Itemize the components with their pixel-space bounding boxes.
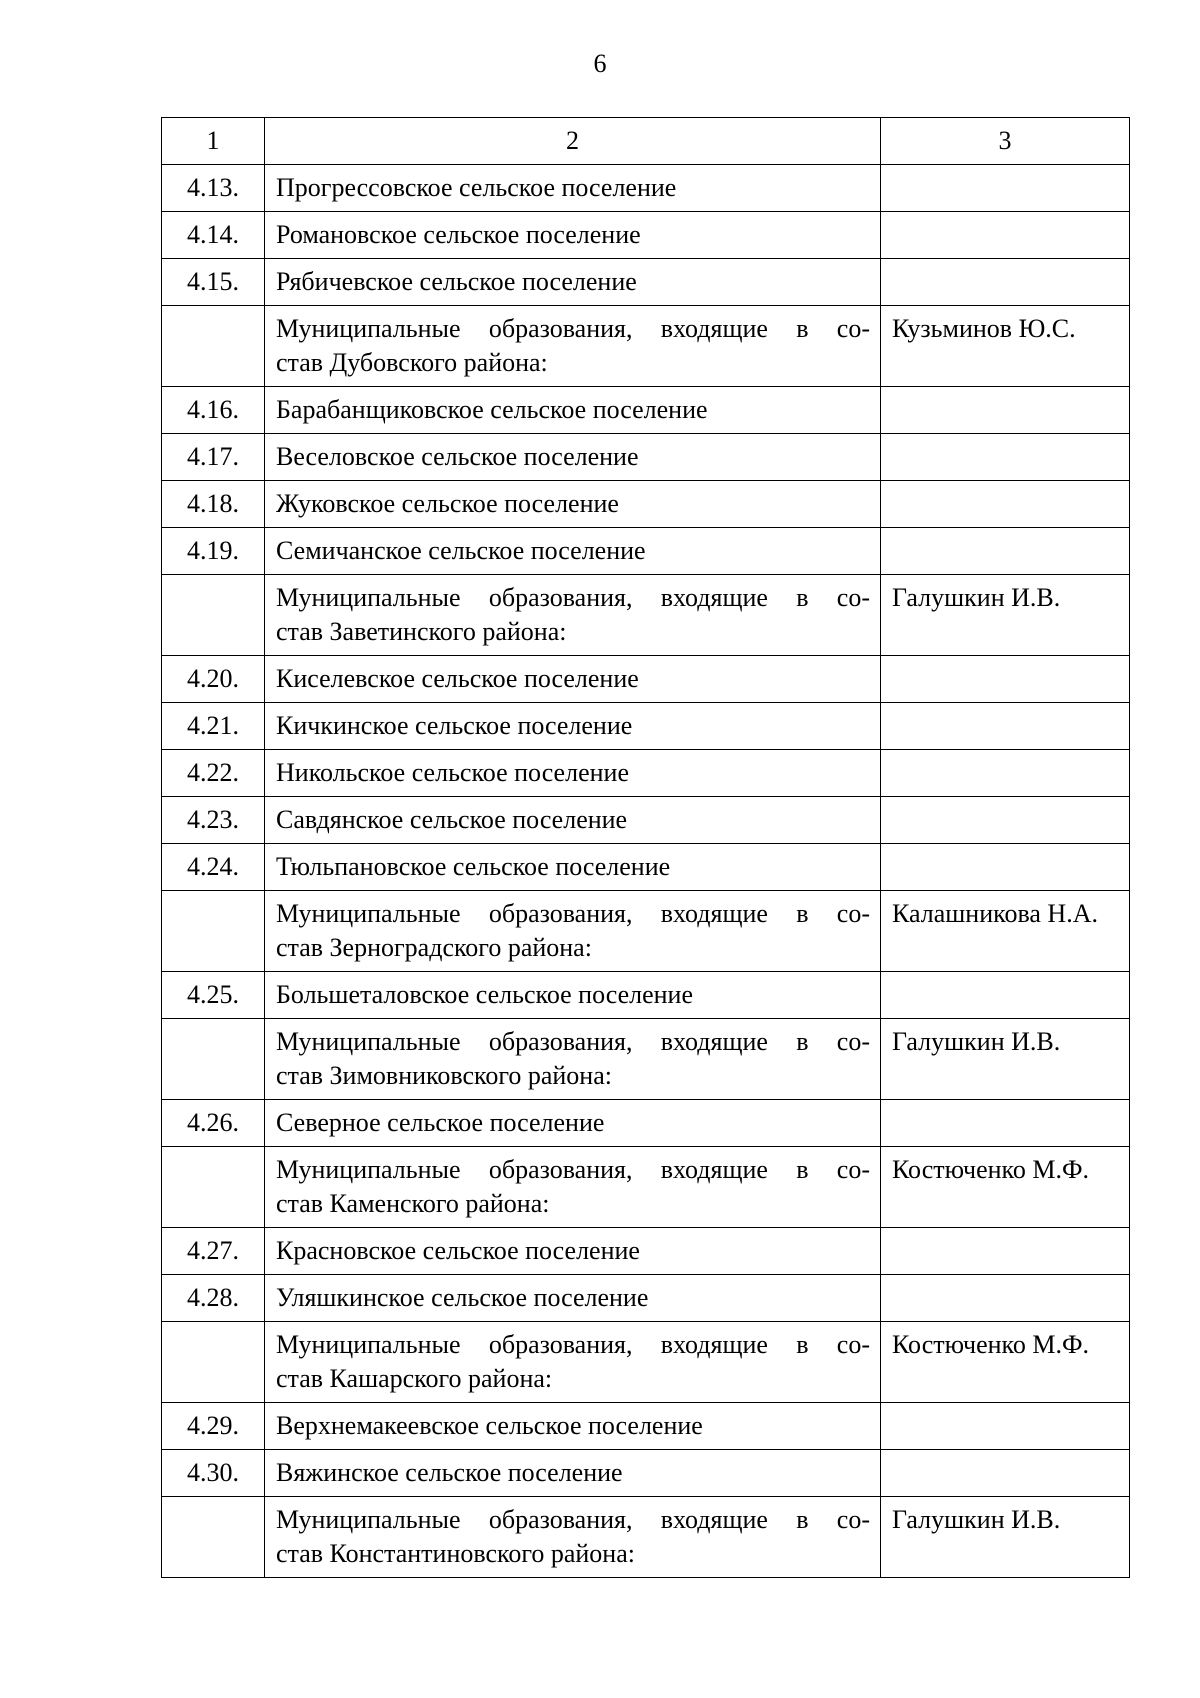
header-cell-col2 <box>265 118 881 165</box>
row-number: 4.21. <box>187 711 239 740</box>
row-number-cell <box>162 165 265 212</box>
settlement-row <box>162 481 1130 528</box>
responsible-person <box>892 165 1125 171</box>
row-number: 4.27. <box>187 1236 239 1265</box>
responsible-person <box>892 1100 1125 1106</box>
responsible-cell <box>881 575 1130 656</box>
table-header-row <box>162 118 1130 165</box>
row-number: 4.26. <box>187 1108 239 1137</box>
name-text <box>276 575 870 649</box>
name-cell <box>265 306 881 387</box>
name-cell <box>265 1403 881 1450</box>
responsible-cell <box>881 1147 1130 1228</box>
settlement-row <box>162 434 1130 481</box>
row-number-cell <box>162 306 265 387</box>
table-body <box>162 118 1130 1578</box>
responsible-cell <box>881 703 1130 750</box>
responsible-cell <box>881 1019 1130 1100</box>
row-number: 4.28. <box>187 1283 239 1312</box>
name-cell <box>265 1019 881 1100</box>
name-text: Савдянское сельское поселение <box>276 805 628 834</box>
name-line-2: став Кашарского района: <box>276 1364 553 1393</box>
responsible-person <box>892 481 1125 487</box>
row-number-cell <box>162 1100 265 1147</box>
responsible-person <box>892 703 1125 709</box>
responsible-person: Костюченко М.Ф. <box>892 1155 1090 1184</box>
row-number-cell <box>162 1322 265 1403</box>
settlement-row <box>162 1450 1130 1497</box>
name-text: Жуковское сельское поселение <box>276 489 619 518</box>
district-group-row <box>162 1497 1130 1578</box>
row-number: 4.25. <box>187 980 239 1009</box>
district-group-row <box>162 1322 1130 1403</box>
name-text: Прогрессовское сельское поселение <box>276 173 677 202</box>
name-text: Семичанское сельское поселение <box>276 536 646 565</box>
name-cell <box>265 972 881 1019</box>
row-number: 4.15. <box>187 267 239 296</box>
name-cell <box>265 1275 881 1322</box>
row-number-cell <box>162 972 265 1019</box>
responsible-cell <box>881 434 1130 481</box>
responsible-person: Костюченко М.Ф. <box>892 1330 1090 1359</box>
row-number <box>162 1497 264 1503</box>
header-label: 3 <box>998 126 1012 155</box>
row-number: 4.24. <box>187 852 239 881</box>
settlement-row <box>162 387 1130 434</box>
header-cell-col3 <box>881 118 1130 165</box>
name-text <box>276 1147 870 1221</box>
settlement-row <box>162 656 1130 703</box>
name-text: Кичкинское сельское поселение <box>276 711 633 740</box>
row-number-cell <box>162 212 265 259</box>
settlement-row <box>162 259 1130 306</box>
name-cell <box>265 703 881 750</box>
name-text: Рябичевское сельское поселение <box>276 267 637 296</box>
row-number-cell <box>162 387 265 434</box>
responsible-person <box>892 972 1125 978</box>
row-number-cell <box>162 481 265 528</box>
name-text: Красновское сельское поселение <box>276 1236 640 1265</box>
name-cell <box>265 259 881 306</box>
responsible-cell <box>881 1322 1130 1403</box>
name-text: Северное сельское поселение <box>276 1108 605 1137</box>
name-text: Веселовское сельское поселение <box>276 442 639 471</box>
settlement-row <box>162 972 1130 1019</box>
name-text <box>276 891 870 965</box>
row-number-cell <box>162 703 265 750</box>
row-number-cell <box>162 1450 265 1497</box>
name-cell <box>265 481 881 528</box>
responsible-cell <box>881 481 1130 528</box>
row-number: 4.22. <box>187 758 239 787</box>
name-text <box>276 1497 870 1571</box>
header-label: 2 <box>566 126 579 155</box>
responsible-cell <box>881 1275 1130 1322</box>
name-text: Верхнемакеевское сельское поселение <box>276 1411 703 1440</box>
row-number: 4.16. <box>187 395 239 424</box>
page-number: 6 <box>593 49 607 78</box>
name-text: Уляшкинское сельское поселение <box>276 1283 649 1312</box>
settlement-row <box>162 1275 1130 1322</box>
row-number: 4.30. <box>187 1458 239 1487</box>
header-label: 1 <box>206 126 220 155</box>
row-number-cell <box>162 1019 265 1100</box>
responsible-person <box>892 212 1125 218</box>
responsible-cell <box>881 891 1130 972</box>
responsible-cell <box>881 528 1130 575</box>
name-text <box>276 1322 870 1396</box>
row-number-cell <box>162 1497 265 1578</box>
name-cell <box>265 656 881 703</box>
responsible-person <box>892 259 1125 265</box>
row-number: 4.18. <box>187 489 239 518</box>
responsible-person <box>892 1403 1125 1409</box>
responsible-cell <box>881 1497 1130 1578</box>
district-group-row <box>162 1019 1130 1100</box>
name-text: Вяжинское сельское поселение <box>276 1458 623 1487</box>
name-line-1: Муниципальные образования, входящие в со- <box>276 583 870 612</box>
name-cell <box>265 750 881 797</box>
name-line-2: став Зимовниковского района: <box>276 1061 612 1090</box>
name-cell <box>265 797 881 844</box>
row-number <box>162 1322 264 1328</box>
name-cell <box>265 1497 881 1578</box>
row-number-cell <box>162 259 265 306</box>
name-cell <box>265 1228 881 1275</box>
name-line-1: Муниципальные образования, входящие в со- <box>276 1330 870 1359</box>
responsible-person <box>892 434 1125 440</box>
responsible-cell <box>881 1403 1130 1450</box>
settlement-row <box>162 1228 1130 1275</box>
responsible-person <box>892 1275 1125 1281</box>
responsible-person <box>892 750 1125 756</box>
row-number: 4.23. <box>187 805 239 834</box>
name-line-1: Муниципальные образования, входящие в со- <box>276 1505 870 1534</box>
name-line-1: Муниципальные образования, входящие в со- <box>276 899 870 928</box>
responsible-person <box>892 387 1125 393</box>
row-number-cell <box>162 891 265 972</box>
responsible-cell <box>881 387 1130 434</box>
row-number: 4.29. <box>187 1411 239 1440</box>
responsible-cell <box>881 844 1130 891</box>
responsible-person <box>892 656 1125 662</box>
settlement-row <box>162 1100 1130 1147</box>
row-number-cell <box>162 1147 265 1228</box>
row-number-cell <box>162 844 265 891</box>
responsible-cell <box>881 656 1130 703</box>
responsible-person: Калашникова Н.А. <box>892 899 1098 928</box>
row-number-cell <box>162 1228 265 1275</box>
responsible-cell <box>881 750 1130 797</box>
district-group-row <box>162 1147 1130 1228</box>
name-text: Никольское сельское поселение <box>276 758 629 787</box>
responsible-cell <box>881 797 1130 844</box>
district-group-row <box>162 575 1130 656</box>
responsible-person <box>892 844 1125 850</box>
row-number <box>162 306 264 312</box>
responsible-cell <box>881 972 1130 1019</box>
row-number: 4.17. <box>187 442 239 471</box>
name-text <box>276 306 870 380</box>
name-line-1: Муниципальные образования, входящие в со- <box>276 1155 870 1184</box>
row-number <box>162 891 264 897</box>
row-number <box>162 1147 264 1153</box>
name-line-2: став Зерноградского района: <box>276 933 592 962</box>
row-number-cell <box>162 575 265 656</box>
header-cell-col1 <box>162 118 265 165</box>
district-group-row <box>162 891 1130 972</box>
settlements-table <box>161 117 1130 1578</box>
name-line-2: став Константиновского района: <box>276 1539 635 1568</box>
responsible-cell <box>881 306 1130 387</box>
name-cell <box>265 165 881 212</box>
responsible-person <box>892 528 1125 534</box>
settlement-row <box>162 165 1130 212</box>
name-line-2: став Каменского района: <box>276 1189 550 1218</box>
settlement-row <box>162 844 1130 891</box>
responsible-person: Галушкин И.В. <box>892 1505 1061 1534</box>
row-number-cell <box>162 1275 265 1322</box>
row-number-cell <box>162 656 265 703</box>
name-text: Большеталовское сельское поселение <box>276 980 694 1009</box>
name-text: Барабанщиковское сельское поселение <box>276 395 708 424</box>
responsible-cell <box>881 1100 1130 1147</box>
responsible-cell <box>881 212 1130 259</box>
row-number: 4.20. <box>187 664 239 693</box>
settlement-row <box>162 1403 1130 1450</box>
row-number: 4.13. <box>187 173 239 202</box>
name-cell <box>265 1450 881 1497</box>
row-number-cell <box>162 528 265 575</box>
name-cell <box>265 1147 881 1228</box>
name-line-1: Муниципальные образования, входящие в со- <box>276 314 870 343</box>
name-line-2: став Дубовского района: <box>276 348 548 377</box>
row-number <box>162 575 264 581</box>
row-number <box>162 1019 264 1025</box>
responsible-cell <box>881 259 1130 306</box>
name-cell <box>265 528 881 575</box>
responsible-person: Галушкин И.В. <box>892 583 1061 612</box>
row-number-cell <box>162 434 265 481</box>
responsible-person <box>892 797 1125 803</box>
responsible-cell <box>881 165 1130 212</box>
name-cell <box>265 387 881 434</box>
name-line-2: став Заветинского района: <box>276 617 567 646</box>
responsible-person <box>892 1228 1125 1234</box>
settlement-row <box>162 528 1130 575</box>
row-number: 4.14. <box>187 220 239 249</box>
name-cell <box>265 844 881 891</box>
row-number-cell <box>162 797 265 844</box>
name-cell <box>265 1322 881 1403</box>
responsible-person <box>892 1450 1125 1456</box>
settlement-row <box>162 750 1130 797</box>
responsible-cell <box>881 1228 1130 1275</box>
settlement-row <box>162 703 1130 750</box>
district-group-row <box>162 306 1130 387</box>
name-cell <box>265 575 881 656</box>
responsible-person: Кузьминов Ю.С. <box>892 314 1076 343</box>
name-text: Тюльпановское сельское поселение <box>276 852 671 881</box>
name-text: Киселевское сельское поселение <box>276 664 639 693</box>
settlement-row <box>162 797 1130 844</box>
row-number-cell <box>162 750 265 797</box>
name-cell <box>265 891 881 972</box>
name-cell <box>265 212 881 259</box>
name-cell <box>265 1100 881 1147</box>
settlement-row <box>162 212 1130 259</box>
responsible-person: Галушкин И.В. <box>892 1027 1061 1056</box>
responsible-cell <box>881 1450 1130 1497</box>
name-text <box>276 1019 870 1093</box>
name-text: Романовское сельское поселение <box>276 220 641 249</box>
row-number-cell <box>162 1403 265 1450</box>
row-number: 4.19. <box>187 536 239 565</box>
name-line-1: Муниципальные образования, входящие в со- <box>276 1027 870 1056</box>
name-cell <box>265 434 881 481</box>
